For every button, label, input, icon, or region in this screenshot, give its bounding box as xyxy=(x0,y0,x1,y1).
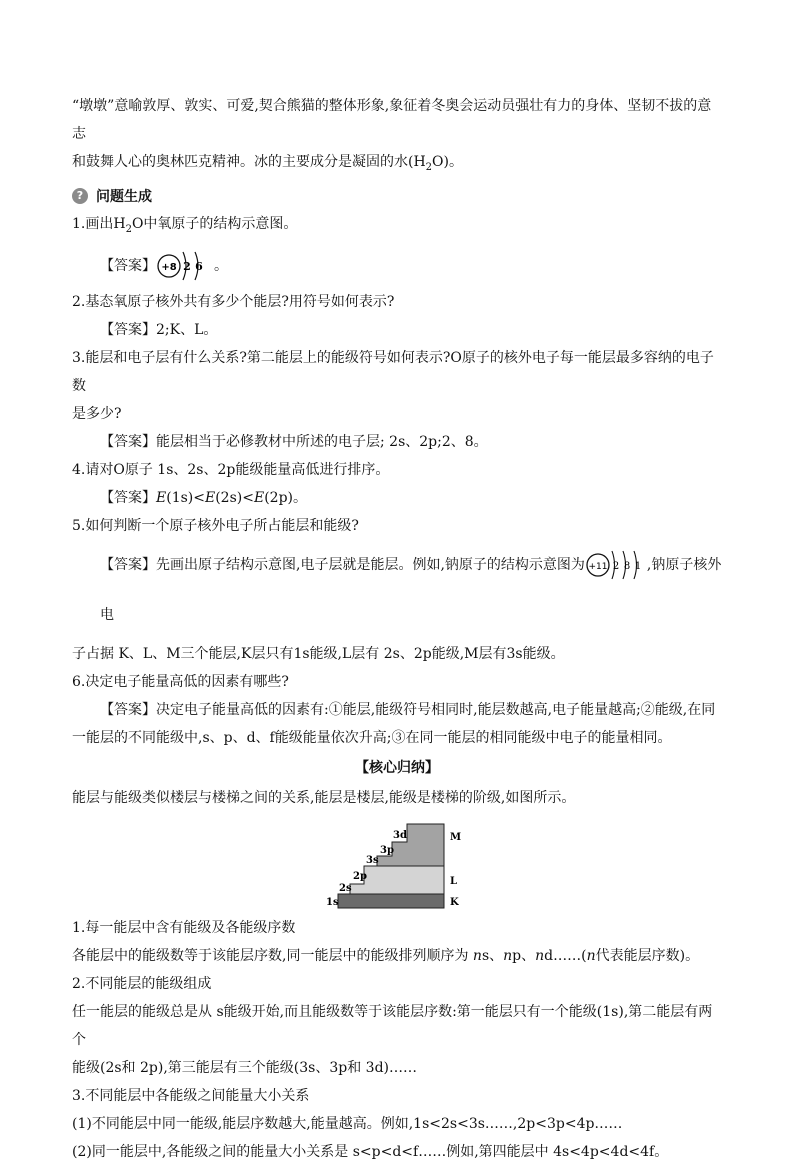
step-label-3s: 3s xyxy=(366,854,379,866)
step-label-3d: 3d xyxy=(393,829,407,841)
point-1-body-run: n xyxy=(472,947,482,964)
answer-1: 【答案】 +8 2 6 。 xyxy=(72,244,722,288)
shell-3-count: 1 xyxy=(634,560,642,572)
layer-label-l: L xyxy=(450,875,458,887)
nucleus-label: +8 xyxy=(161,261,177,273)
point-1-body-run: n xyxy=(535,947,545,964)
step-label-1s: 1s xyxy=(326,896,339,908)
shell-1-count: 2 xyxy=(183,259,191,273)
shell-2-count: 6 xyxy=(195,259,203,273)
answer-6-line-1: 【答案】决定电子能量高低的因素有:①能层,能级符号相同时,能层数越高,电子能量越高;②能级,在同 xyxy=(100,701,716,718)
energy-expr-run: E xyxy=(204,489,216,506)
shell-2-count: 8 xyxy=(623,560,631,572)
energy-expr-run: (2s)< xyxy=(215,489,254,506)
step-label-2p: 2p xyxy=(353,870,367,882)
answer-4: 【答案】E(1s)<E(2s)<E(2p)。 xyxy=(100,489,307,506)
nucleus-label: +11 xyxy=(588,561,608,572)
question-icon: ? xyxy=(72,188,88,204)
intro-line-1: “墩墩”意喻敦厚、敦实、可爱,契合熊猫的整体形象,象征着冬奥会运动员强壮有力的身体、坚韧不拔的意志 xyxy=(72,98,712,142)
point-2-title: 2.不同能层的能级组成 xyxy=(72,975,212,992)
answer-5-line-1: 【答案】先画出原子结构示意图,电子层就是能层。例如,钠原子的结构示意图为 +11 2 8 1 ,钠原子核外电 xyxy=(72,540,722,640)
energy-expr-run: (1s)< xyxy=(166,489,205,506)
core-summary-title: 【核心归纳】 xyxy=(355,759,439,776)
point-1-body-run: n xyxy=(503,947,513,964)
intro-line-2: 和鼓舞人心的奥林匹克精神。冰的主要成分是凝固的水$(H_2O)$。 xyxy=(72,154,463,173)
answer-3: 【答案】能层相当于必修教材中所述的电子层; 2s、2p;2、8。 xyxy=(100,433,488,450)
question-1: 1.画出$H_2O$中氧原子的结构示意图。 xyxy=(72,215,298,235)
point-1-body xyxy=(72,942,722,970)
point-2-body-line-2: 能级(2s和 2p),第三能层有三个能级(3s、3p和 3d)…… xyxy=(72,1059,417,1076)
point-1-body-run: d……( xyxy=(544,947,587,964)
layer-label-m: M xyxy=(450,831,462,843)
energy-order-expression xyxy=(156,490,307,506)
section-heading-question-generation xyxy=(72,182,722,210)
question-4: 4.请对O原子 1s、2s、2p能级能量高低进行排序。 xyxy=(72,461,390,478)
point-3-title: 3.不同能层中各能级之间能量大小关系 xyxy=(72,1087,310,1104)
layer-label-k: K xyxy=(450,896,459,908)
document-page xyxy=(72,92,722,1166)
step-label-3p: 3p xyxy=(380,844,394,856)
layer-k-block xyxy=(338,894,444,908)
energy-expr-run: (2p)。 xyxy=(264,489,307,506)
point-1-body-run: 各能层中的能级数等于该能层序数,同一能层中的能级排列顺序为 xyxy=(72,947,473,964)
step-label-2s: 2s xyxy=(339,882,352,894)
section-title: 问题生成 xyxy=(96,188,152,205)
answer-6-line-2: 一能层的不同能级中,s、p、d、f能级能量依次升高;③在同一能层的相同能级中电子的能量相同。 xyxy=(72,729,672,746)
point-1-body-run: p、 xyxy=(512,947,536,964)
answer-5-line-2: 子占据 K、L、M三个能层,K层只有1s能级,L层有 2s、2p能级,M层有3s能级。 xyxy=(72,645,565,662)
sodium-atom-diagram xyxy=(585,543,647,587)
shell-1-count: 2 xyxy=(612,560,620,572)
answer-2: 【答案】2;K、L。 xyxy=(100,321,218,338)
point-3-item-1: (1)不同能层中同一能级,能层序数越大,能量越高。例如,1s<2s<3s……,2p<3p<4p…… xyxy=(72,1115,623,1132)
point-3-item-2: (2)同一能层中,各能级之间的能量大小关系是 s<p<d<f……例如,第四能层中 4s<4p<4d<4f。 xyxy=(72,1143,669,1160)
stair-diagram xyxy=(322,816,472,912)
point-1-body-run: 代表能层序数)。 xyxy=(595,947,700,964)
point-1-title: 1.每一能层中含有能级及各能级序数 xyxy=(72,919,296,936)
energy-level-stair-figure xyxy=(72,816,722,912)
question-2: 2.基态氧原子核外共有多少个能层?用符号如何表示? xyxy=(72,293,395,310)
question-3-line-1: 3.能层和电子层有什么关系?第二能层上的能级符号如何表示?O原子的核外电子每一能层最多容纳的电子数 xyxy=(72,349,714,394)
question-6: 6.决定电子能量高低的因素有哪些? xyxy=(72,673,289,690)
energy-expr-run: E xyxy=(253,489,265,506)
oxygen-atom-diagram xyxy=(156,246,214,286)
point-2-body-line-1: 任一能层的能级总是从 s能级开始,而且能级数等于该能层序数:第一能层只有一个能级(1s),第二能层有两个 xyxy=(72,1003,713,1048)
question-3-line-2: 是多少? xyxy=(72,405,122,422)
question-5: 5.如何判断一个原子核外电子所占能层和能级? xyxy=(72,517,359,534)
point-1-body-run: n xyxy=(586,947,596,964)
core-summary-intro: 能层与能级类似楼层与楼梯之间的关系,能层是楼层,能级是楼梯的阶级,如图所示。 xyxy=(72,789,576,806)
point-1-body-run: s、 xyxy=(481,947,504,964)
energy-expr-run: E xyxy=(156,489,167,506)
